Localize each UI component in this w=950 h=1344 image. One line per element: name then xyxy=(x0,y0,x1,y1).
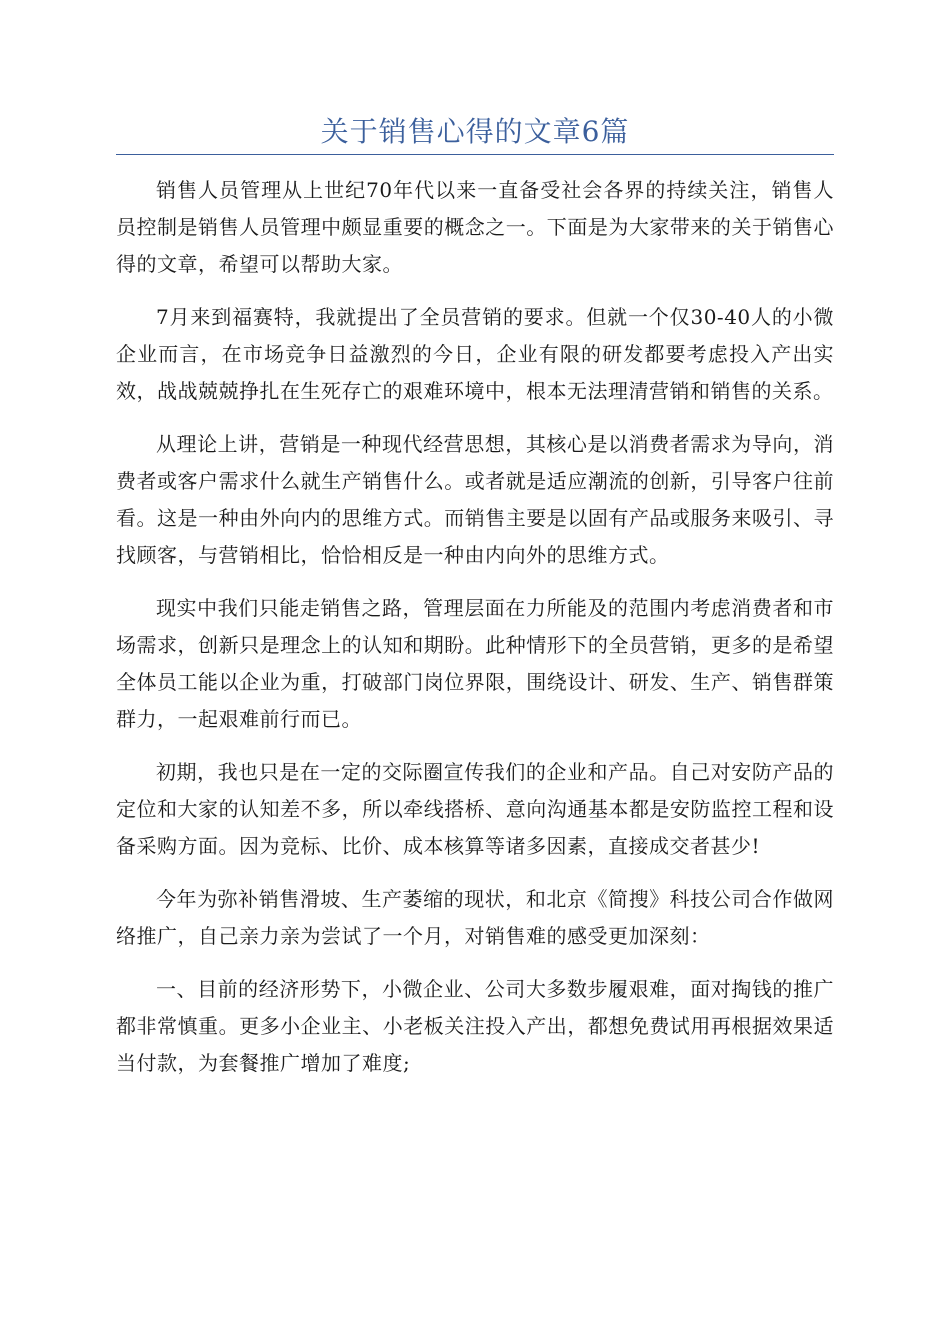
paragraph-1: 销售人员管理从上世纪70年代以来一直备受社会各界的持续关注，销售人员控制是销售人员管理中颇显重要的概念之一。下面是为大家带来的关于销售心得的文章，希望可以帮助大家。 xyxy=(116,178,834,276)
document-body xyxy=(116,172,834,1098)
paragraph-6: 今年为弥补销售滑坡、生产萎缩的现状，和北京《简搜》科技公司合作做网络推广，自己亲力亲为尝试了一个月，对销售难的感受更加深刻： xyxy=(116,887,834,948)
title-underline xyxy=(116,154,834,155)
paragraph-3: 从理论上讲，营销是一种现代经营思想，其核心是以消费者需求为导向，消费者或客户需求什么就生产销售什么。或者就是适应潮流的创新，引导客户往前看。这是一种由外向内的思维方式。而销售主要是以固有产品或服务来吸引、寻找顾客，与营销相比，恰恰相反是一种由内向外的思维方式。 xyxy=(116,432,834,567)
paragraph-4: 现实中我们只能走销售之路，管理层面在力所能及的范围内考虑消费者和市场需求，创新只是理念上的认知和期盼。此种情形下的全员营销，更多的是希望全体员工能以企业为重，打破部门岗位界限，围绕设计、研发、生产、销售群策群力，一起艰难前行而已。 xyxy=(116,596,834,731)
document-title: 关于销售心得的文章6篇 xyxy=(320,115,630,148)
paragraph-7: 一、目前的经济形势下，小微企业、公司大多数步履艰难，面对掏钱的推广都非常慎重。更多小企业主、小老板关注投入产出，都想免费试用再根据效果适当付款，为套餐推广增加了难度; xyxy=(116,977,834,1075)
paragraph-5: 初期，我也只是在一定的交际圈宣传我们的企业和产品。自己对安防产品的定位和大家的认知差不多，所以牵线搭桥、意向沟通基本都是安防监控工程和设备采购方面。因为竞标、比价、成本核算等诸多因素，直接成交者甚少! xyxy=(116,760,834,858)
paragraph-2: 7月来到福赛特，我就提出了全员营销的要求。但就一个仅30-40人的小微企业而言，在市场竞争日益激烈的今日，企业有限的研发都要考虑投入产出实效，战战兢兢挣扎在生死存亡的艰难环境中，根本无法理清营销和销售的关系。 xyxy=(116,305,834,403)
